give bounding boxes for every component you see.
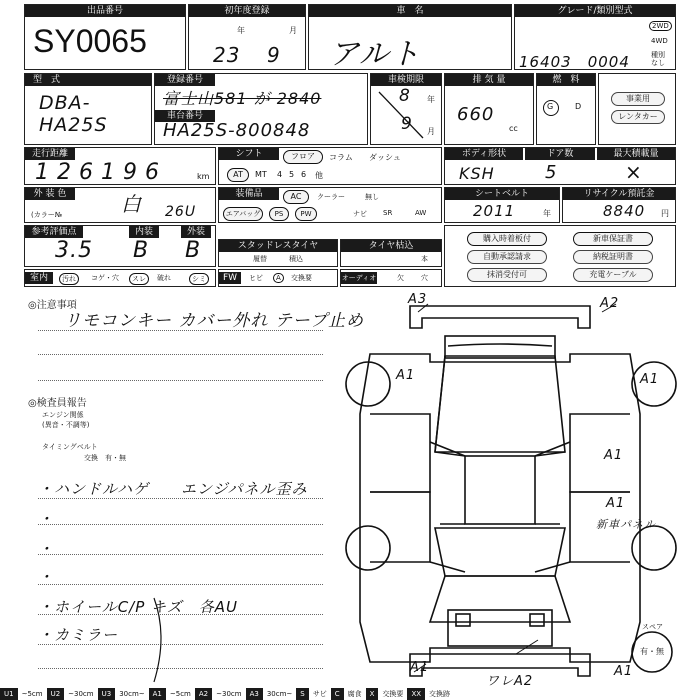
windshield-line	[448, 344, 552, 346]
score-value: 3.5	[55, 238, 93, 263]
note-line-1: ・ハンドルハゲ エンジパネル歪み	[38, 480, 308, 498]
doc-tax: 納税証明書	[573, 250, 653, 264]
car-diagram	[340, 292, 686, 688]
drive-none: 種別なし	[651, 51, 665, 67]
model-value: DBA-HA25S	[39, 92, 108, 136]
score-box	[24, 225, 216, 267]
body-label: ボディ形状	[445, 148, 523, 160]
damage-a3-roof: A3	[408, 292, 428, 307]
fw-box	[218, 269, 338, 287]
inspection-month-label: 月	[427, 127, 435, 136]
first-reg-year: 23	[213, 43, 241, 67]
chassis-value: HA25S-800848	[163, 120, 311, 141]
damage-a2-crack: ワレA2	[486, 674, 534, 689]
damage-a1-rear-right: A1	[606, 496, 626, 511]
shift-6: 6	[301, 170, 307, 179]
interior-value: B	[133, 238, 150, 263]
color-value: 白	[121, 192, 142, 216]
color-code-label: (カラー№	[31, 211, 63, 219]
color-label: 外 装 色	[25, 188, 75, 200]
legend-value: 30cm~	[119, 690, 145, 698]
cond-burn: コゲ・穴	[91, 274, 119, 282]
capacity-value: ×	[625, 160, 643, 184]
caution-label: ◎注意事項	[28, 300, 77, 311]
mileage-value: 126196	[35, 160, 167, 185]
studless-replace: 履替	[253, 255, 267, 263]
displacement-label: 排 気 量	[445, 74, 533, 86]
a-pillar-left	[435, 356, 445, 452]
inspection-month: 9	[401, 114, 413, 134]
first-reg-box	[188, 4, 306, 70]
shift-other: 他	[315, 171, 323, 180]
tire-label: タイヤ枯込	[341, 240, 441, 252]
shift-5: 5	[289, 170, 295, 179]
spare-value: 有・無	[640, 647, 664, 656]
cond-tear: 破れ	[157, 274, 171, 282]
note-line-6: ・カミラー	[38, 626, 119, 644]
rear-hatch	[430, 576, 570, 622]
caution-text: リモコンキー カバー外れ テープ止め	[64, 311, 364, 331]
caution-line-3	[38, 380, 323, 381]
inspection-year-label: 年	[427, 95, 435, 104]
lot-number: SY0065	[33, 23, 147, 59]
interior-cond-label: 室内	[25, 272, 53, 284]
timing-sub: 交換 有・無	[84, 454, 126, 462]
hood-panel	[445, 336, 555, 358]
recycle-box	[562, 187, 676, 223]
studless-label: スタッドレスタイヤ	[219, 240, 337, 252]
shift-mt: MT	[255, 170, 267, 179]
doors-value: 5	[545, 162, 558, 183]
model-box	[24, 73, 152, 145]
equipment-label: 装備品	[219, 188, 279, 200]
equip-airbag: エアバッグ	[223, 207, 263, 221]
note-dots-6	[38, 644, 323, 645]
body-box	[444, 147, 676, 185]
equip-ac: AC	[283, 190, 309, 204]
note-dots-4	[38, 584, 323, 585]
equip-cooler: クーラー	[317, 193, 345, 201]
wheel-rear-right	[632, 526, 676, 570]
rental-pill: レンタカー	[611, 110, 665, 124]
legend-key: A1	[149, 688, 166, 700]
damage-a1-front-right: A1	[640, 372, 660, 387]
first-reg-month: 9	[267, 43, 281, 67]
windshield-panel	[435, 356, 565, 452]
tire-box	[340, 239, 442, 267]
damage-a1-rear-bumper: A1	[410, 660, 430, 675]
engine-sub: (異音・不調等)	[42, 421, 90, 429]
inspector-label: ◎検査員報告	[28, 398, 87, 409]
audio-label: オーディオ	[341, 274, 377, 282]
seatbelt-box	[444, 187, 560, 223]
first-reg-label: 初年度登録	[189, 5, 305, 17]
equip-sr: SR	[383, 209, 393, 217]
tail-light-right	[530, 614, 544, 626]
note-dots-2	[38, 524, 323, 525]
damage-legend	[0, 688, 700, 700]
lot-label: 出品番号	[25, 5, 185, 17]
fw-a: A	[273, 273, 284, 283]
legend-value: ~30cm	[68, 690, 94, 698]
caution-line-2	[38, 354, 323, 355]
mileage-label: 走行距離	[25, 148, 75, 160]
business-pill: 事業用	[611, 92, 665, 106]
note-dots-7	[38, 668, 323, 669]
note-dots-3	[38, 554, 323, 555]
reg-box	[154, 73, 368, 145]
equip-pw: PW	[295, 207, 317, 221]
audio-box	[340, 269, 442, 287]
model-label: 型 式	[25, 74, 151, 86]
displacement-box	[444, 73, 534, 145]
cond-stain: シミ	[189, 273, 209, 285]
exterior-label: 外装	[181, 226, 211, 238]
body-outline	[360, 354, 640, 662]
shift-dash: ダッシュ	[369, 153, 401, 162]
doors-label: ドア数	[525, 148, 595, 160]
drive-2wd: 2WD	[649, 21, 672, 31]
km-label: km	[197, 172, 210, 181]
wheel-rear-left	[346, 526, 390, 570]
color-box	[24, 187, 216, 223]
reg-label: 登録番号	[155, 74, 215, 86]
note-line-4: ・	[38, 568, 55, 586]
doc-purchase: 購入時着板付	[467, 232, 547, 246]
exterior-value: B	[185, 238, 202, 263]
note-dots-5	[38, 614, 323, 615]
roof-center	[465, 456, 535, 524]
month-label: 月	[289, 26, 297, 35]
shift-column: コラム	[329, 153, 353, 162]
legend-value: ~30cm	[216, 690, 242, 698]
equip-navi: ナビ	[353, 210, 367, 218]
fuel-box	[536, 73, 596, 145]
seatbelt-value: 2011	[473, 202, 516, 220]
recycle-label: リサイクル預託金	[563, 188, 675, 200]
seatbelt-year: 年	[543, 209, 551, 218]
studless-load: 積込	[289, 255, 303, 263]
equip-aw: AW	[415, 209, 427, 217]
note-dots-1	[38, 498, 323, 499]
grade-label: グレード/類別型式	[515, 5, 675, 17]
damage-new-panel: 新車パネル	[596, 518, 656, 531]
fw-crack: ヒビ	[249, 274, 263, 282]
equipment-box	[218, 187, 442, 223]
inspection-box	[370, 73, 442, 145]
tire-count: 本	[421, 255, 428, 263]
car-name-label: 車 名	[309, 5, 511, 17]
tail-light-left	[456, 614, 470, 626]
cond-dirt: 汚れ	[59, 273, 79, 285]
note-line-3: ・	[38, 540, 55, 558]
interior-label: 内装	[129, 226, 159, 238]
mileage-box	[24, 147, 216, 185]
doc-auto-approve: 自動承認請求	[467, 250, 547, 264]
shift-floor: フロア	[283, 150, 323, 164]
legend-value: ~5cm	[21, 690, 43, 698]
fw-label: FW	[219, 272, 241, 284]
cc-label: cc	[509, 124, 518, 133]
yen-label: 円	[661, 209, 669, 218]
fw-replace: 交換要	[291, 274, 312, 282]
car-name-box	[308, 4, 512, 70]
color-code: 26U	[165, 204, 197, 220]
grade-value: 16403 0004	[519, 53, 630, 71]
interior-cond-box	[24, 269, 216, 287]
legend-key: C	[331, 688, 344, 700]
legend-key: S	[296, 688, 308, 700]
audio-missing: 欠	[397, 274, 404, 282]
note-line-5: ・ホイールC/P キズ 各AU	[38, 598, 238, 616]
legend-value: 30cm~	[266, 690, 293, 698]
legend-key: X	[366, 688, 379, 700]
legend-key: U2	[47, 688, 65, 700]
cond-scuff: スレ	[129, 273, 149, 285]
damage-a1-door-right: A1	[604, 448, 624, 463]
damage-a1-front-left: A1	[396, 368, 416, 383]
recycle-value: 8840	[603, 202, 646, 220]
studless-box	[218, 239, 338, 267]
legend-key: U3	[98, 688, 116, 700]
shift-at: AT	[227, 168, 249, 182]
timing-label: タイミングベルト	[42, 443, 98, 451]
year-label: 年	[237, 26, 245, 35]
reg-value: 富士山581 が 2840	[163, 89, 322, 108]
car-name: アルト	[329, 37, 421, 72]
displacement-value: 660	[457, 104, 495, 125]
lot-box	[24, 4, 186, 70]
chassis-label: 車台番号	[155, 110, 215, 122]
legend-key: XX	[407, 688, 425, 700]
bracket-mark	[150, 596, 170, 686]
inspection-label: 車検期限	[371, 74, 441, 86]
body-value: KSH	[459, 164, 495, 183]
shift-box	[218, 147, 442, 185]
spare-label: スペア	[642, 623, 663, 631]
doc-cancel: 抹消受付可	[467, 268, 547, 282]
damage-a2-roof: A2	[600, 296, 620, 311]
legend-value: 腐食	[347, 690, 362, 698]
damage-a1-spare: A1	[614, 664, 634, 679]
engine-label: エンジン関係	[42, 411, 84, 419]
capacity-label: 最大積載量	[597, 148, 675, 160]
doc-charge-cable: 充電ケーブル	[573, 268, 653, 282]
caution-line-1	[38, 330, 323, 331]
legend-value: 交換跡	[429, 690, 451, 698]
fuel-label: 燃 料	[537, 74, 595, 86]
seatbelt-label: シートベルト	[445, 188, 559, 200]
drive-4wd: 4WD	[651, 37, 668, 45]
doc-warranty: 新車保証書	[573, 232, 653, 246]
shift-4: 4	[277, 170, 283, 179]
fuel-g: G	[547, 102, 554, 111]
legend-key: A2	[195, 688, 212, 700]
docs-box	[444, 225, 676, 287]
business-box	[598, 73, 676, 145]
legend-value: ~5cm	[169, 690, 191, 698]
shift-label: シフト	[219, 148, 279, 160]
legend-key: A3	[246, 688, 263, 700]
door-left-rear	[370, 492, 430, 562]
legend-value: サビ	[312, 690, 327, 698]
note-line-2: ・	[38, 510, 55, 528]
legend-key: U1	[0, 688, 18, 700]
score-label: 参考評価点	[25, 226, 83, 238]
grade-box	[514, 4, 676, 70]
audio-hole: 穴	[421, 274, 428, 282]
inspection-year: 8	[399, 86, 411, 106]
door-left-front	[370, 414, 430, 492]
equip-ps: PS	[269, 207, 289, 221]
legend-value: 交換要	[382, 690, 404, 698]
fuel-d: D	[575, 102, 582, 111]
equip-none: 無し	[365, 193, 379, 201]
roof-panel	[410, 306, 590, 328]
